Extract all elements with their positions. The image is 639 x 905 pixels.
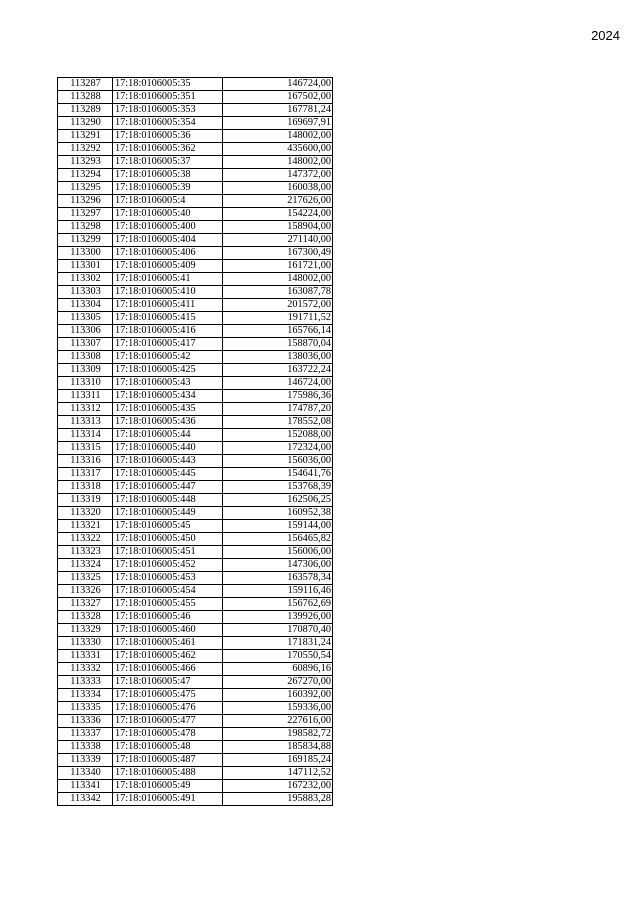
cadastral-number-cell: 17:18:0106005:41: [113, 273, 223, 286]
row-number-cell: 113342: [58, 793, 113, 806]
table-row: [58, 234, 333, 247]
table-row: [58, 663, 333, 676]
table-row: [58, 325, 333, 338]
cadastral-number-cell: 17:18:0106005:406: [113, 247, 223, 260]
value-cell: 146724,00: [223, 377, 333, 390]
value-cell: 160952,38: [223, 507, 333, 520]
cadastral-number-cell: 17:18:0106005:476: [113, 702, 223, 715]
value-cell: 148002,00: [223, 273, 333, 286]
table-row: [58, 416, 333, 429]
cadastral-number-cell: 17:18:0106005:434: [113, 390, 223, 403]
value-cell: 170550,54: [223, 650, 333, 663]
value-cell: 156762,69: [223, 598, 333, 611]
cadastral-number-cell: 17:18:0106005:454: [113, 585, 223, 598]
cadastral-number-cell: 17:18:0106005:477: [113, 715, 223, 728]
row-number-cell: 113291: [58, 130, 113, 143]
value-cell: 201572,00: [223, 299, 333, 312]
cadastral-number-cell: 17:18:0106005:440: [113, 442, 223, 455]
cadastral-number-cell: 17:18:0106005:411: [113, 299, 223, 312]
table-row: [58, 780, 333, 793]
cadastral-number-cell: 17:18:0106005:475: [113, 689, 223, 702]
cadastral-number-cell: 17:18:0106005:447: [113, 481, 223, 494]
table-row: [58, 91, 333, 104]
table-row: [58, 533, 333, 546]
table-row: [58, 143, 333, 156]
cadastral-number-cell: 17:18:0106005:453: [113, 572, 223, 585]
value-cell: 158870,04: [223, 338, 333, 351]
value-cell: 163087,78: [223, 286, 333, 299]
cadastral-number-cell: 17:18:0106005:478: [113, 728, 223, 741]
cadastral-number-cell: 17:18:0106005:39: [113, 182, 223, 195]
row-number-cell: 113327: [58, 598, 113, 611]
cadastral-value-table: [57, 77, 333, 806]
cadastral-number-cell: 17:18:0106005:44: [113, 429, 223, 442]
cadastral-number-cell: 17:18:0106005:43: [113, 377, 223, 390]
value-cell: 156006,00: [223, 546, 333, 559]
value-cell: 162506,25: [223, 494, 333, 507]
table-row: [58, 78, 333, 91]
cadastral-number-cell: 17:18:0106005:487: [113, 754, 223, 767]
table-row: [58, 260, 333, 273]
value-cell: 198582,72: [223, 728, 333, 741]
table-row: [58, 377, 333, 390]
value-cell: 152088,00: [223, 429, 333, 442]
value-cell: 147306,00: [223, 559, 333, 572]
row-number-cell: 113298: [58, 221, 113, 234]
value-cell: 167232,00: [223, 780, 333, 793]
cadastral-number-cell: 17:18:0106005:491: [113, 793, 223, 806]
cadastral-number-cell: 17:18:0106005:49: [113, 780, 223, 793]
row-number-cell: 113335: [58, 702, 113, 715]
row-number-cell: 113321: [58, 520, 113, 533]
row-number-cell: 113337: [58, 728, 113, 741]
row-number-cell: 113288: [58, 91, 113, 104]
value-cell: 161721,00: [223, 260, 333, 273]
value-cell: 159116,46: [223, 585, 333, 598]
row-number-cell: 113313: [58, 416, 113, 429]
cadastral-number-cell: 17:18:0106005:353: [113, 104, 223, 117]
table-row: [58, 494, 333, 507]
value-cell: 153768,39: [223, 481, 333, 494]
table-row: [58, 767, 333, 780]
row-number-cell: 113319: [58, 494, 113, 507]
row-number-cell: 113320: [58, 507, 113, 520]
value-cell: 178552,08: [223, 416, 333, 429]
table-row: [58, 299, 333, 312]
cadastral-number-cell: 17:18:0106005:455: [113, 598, 223, 611]
cadastral-number-cell: 17:18:0106005:461: [113, 637, 223, 650]
cadastral-number-cell: 17:18:0106005:449: [113, 507, 223, 520]
row-number-cell: 113326: [58, 585, 113, 598]
cadastral-number-cell: 17:18:0106005:443: [113, 455, 223, 468]
cadastral-number-cell: 17:18:0106005:400: [113, 221, 223, 234]
row-number-cell: 113297: [58, 208, 113, 221]
table-row: [58, 182, 333, 195]
cadastral-number-cell: 17:18:0106005:410: [113, 286, 223, 299]
table-row: [58, 507, 333, 520]
cadastral-number-cell: 17:18:0106005:37: [113, 156, 223, 169]
cadastral-number-cell: 17:18:0106005:436: [113, 416, 223, 429]
table-row: [58, 403, 333, 416]
table-row: [58, 598, 333, 611]
value-cell: 158904,00: [223, 221, 333, 234]
table-row: [58, 702, 333, 715]
cadastral-number-cell: 17:18:0106005:36: [113, 130, 223, 143]
table-body: [58, 78, 333, 806]
value-cell: 159336,00: [223, 702, 333, 715]
row-number-cell: 113307: [58, 338, 113, 351]
row-number-cell: 113314: [58, 429, 113, 442]
row-number-cell: 113311: [58, 390, 113, 403]
row-number-cell: 113317: [58, 468, 113, 481]
cadastral-number-cell: 17:18:0106005:462: [113, 650, 223, 663]
table-row: [58, 559, 333, 572]
row-number-cell: 113289: [58, 104, 113, 117]
cadastral-number-cell: 17:18:0106005:48: [113, 741, 223, 754]
table-row: [58, 351, 333, 364]
value-cell: 163578,34: [223, 572, 333, 585]
value-cell: 271140,00: [223, 234, 333, 247]
cadastral-number-cell: 17:18:0106005:35: [113, 78, 223, 91]
table-row: [58, 455, 333, 468]
table-row: [58, 741, 333, 754]
table-row: [58, 104, 333, 117]
value-cell: 148002,00: [223, 156, 333, 169]
row-number-cell: 113300: [58, 247, 113, 260]
value-cell: 195883,28: [223, 793, 333, 806]
table-row: [58, 546, 333, 559]
table-row: [58, 312, 333, 325]
table-row: [58, 390, 333, 403]
row-number-cell: 113333: [58, 676, 113, 689]
row-number-cell: 113292: [58, 143, 113, 156]
table-row: [58, 650, 333, 663]
cadastral-number-cell: 17:18:0106005:435: [113, 403, 223, 416]
cadastral-number-cell: 17:18:0106005:351: [113, 91, 223, 104]
row-number-cell: 113334: [58, 689, 113, 702]
row-number-cell: 113308: [58, 351, 113, 364]
value-cell: 227616,00: [223, 715, 333, 728]
table-row: [58, 429, 333, 442]
row-number-cell: 113316: [58, 455, 113, 468]
table-row: [58, 611, 333, 624]
table-row: [58, 754, 333, 767]
value-cell: 170870,40: [223, 624, 333, 637]
table-row: [58, 338, 333, 351]
cadastral-number-cell: 17:18:0106005:4: [113, 195, 223, 208]
row-number-cell: 113299: [58, 234, 113, 247]
cadastral-number-cell: 17:18:0106005:425: [113, 364, 223, 377]
row-number-cell: 113341: [58, 780, 113, 793]
value-cell: 172324,00: [223, 442, 333, 455]
table-row: [58, 624, 333, 637]
row-number-cell: 113303: [58, 286, 113, 299]
table-row: [58, 676, 333, 689]
table-row: [58, 247, 333, 260]
row-number-cell: 113312: [58, 403, 113, 416]
value-cell: 171831,24: [223, 637, 333, 650]
cadastral-number-cell: 17:18:0106005:45: [113, 520, 223, 533]
table-row: [58, 715, 333, 728]
table-row: [58, 585, 333, 598]
row-number-cell: 113338: [58, 741, 113, 754]
value-cell: 156036,00: [223, 455, 333, 468]
table-row: [58, 793, 333, 806]
table-row: [58, 481, 333, 494]
table-row: [58, 689, 333, 702]
table-row: [58, 273, 333, 286]
cadastral-number-cell: 17:18:0106005:417: [113, 338, 223, 351]
table-row: [58, 468, 333, 481]
cadastral-number-cell: 17:18:0106005:460: [113, 624, 223, 637]
table-row: [58, 169, 333, 182]
table-row: [58, 156, 333, 169]
value-cell: 169697,91: [223, 117, 333, 130]
table-row: [58, 208, 333, 221]
value-cell: 169185,24: [223, 754, 333, 767]
value-cell: 217626,00: [223, 195, 333, 208]
cadastral-number-cell: 17:18:0106005:404: [113, 234, 223, 247]
table-row: [58, 442, 333, 455]
row-number-cell: 113325: [58, 572, 113, 585]
page-number: 2024: [591, 28, 620, 43]
cadastral-number-cell: 17:18:0106005:450: [113, 533, 223, 546]
row-number-cell: 113287: [58, 78, 113, 91]
cadastral-number-cell: 17:18:0106005:362: [113, 143, 223, 156]
value-cell: 146724,00: [223, 78, 333, 91]
cadastral-number-cell: 17:18:0106005:354: [113, 117, 223, 130]
value-cell: 60896,16: [223, 663, 333, 676]
row-number-cell: 113332: [58, 663, 113, 676]
row-number-cell: 113309: [58, 364, 113, 377]
cadastral-number-cell: 17:18:0106005:448: [113, 494, 223, 507]
value-cell: 147112,52: [223, 767, 333, 780]
cadastral-number-cell: 17:18:0106005:488: [113, 767, 223, 780]
value-cell: 160392,00: [223, 689, 333, 702]
row-number-cell: 113330: [58, 637, 113, 650]
row-number-cell: 113315: [58, 442, 113, 455]
value-cell: 165766,14: [223, 325, 333, 338]
value-cell: 139926,00: [223, 611, 333, 624]
value-cell: 154641,76: [223, 468, 333, 481]
cadastral-number-cell: 17:18:0106005:38: [113, 169, 223, 182]
value-cell: 167781,24: [223, 104, 333, 117]
value-cell: 191711,52: [223, 312, 333, 325]
value-cell: 138036,00: [223, 351, 333, 364]
value-cell: 174787,20: [223, 403, 333, 416]
row-number-cell: 113331: [58, 650, 113, 663]
cadastral-number-cell: 17:18:0106005:466: [113, 663, 223, 676]
value-cell: 156465,82: [223, 533, 333, 546]
value-cell: 435600,00: [223, 143, 333, 156]
value-cell: 167300,49: [223, 247, 333, 260]
row-number-cell: 113290: [58, 117, 113, 130]
value-cell: 160038,00: [223, 182, 333, 195]
value-cell: 185834,88: [223, 741, 333, 754]
cadastral-number-cell: 17:18:0106005:46: [113, 611, 223, 624]
table-row: [58, 130, 333, 143]
row-number-cell: 113324: [58, 559, 113, 572]
cadastral-number-cell: 17:18:0106005:416: [113, 325, 223, 338]
cadastral-number-cell: 17:18:0106005:452: [113, 559, 223, 572]
value-cell: 147372,00: [223, 169, 333, 182]
table-row: [58, 637, 333, 650]
value-cell: 148002,00: [223, 130, 333, 143]
table-row: [58, 117, 333, 130]
row-number-cell: 113310: [58, 377, 113, 390]
table-row: [58, 286, 333, 299]
cadastral-number-cell: 17:18:0106005:47: [113, 676, 223, 689]
cadastral-number-cell: 17:18:0106005:409: [113, 260, 223, 273]
row-number-cell: 113296: [58, 195, 113, 208]
cadastral-number-cell: 17:18:0106005:40: [113, 208, 223, 221]
row-number-cell: 113322: [58, 533, 113, 546]
value-cell: 154224,00: [223, 208, 333, 221]
cadastral-number-cell: 17:18:0106005:42: [113, 351, 223, 364]
cadastral-number-cell: 17:18:0106005:445: [113, 468, 223, 481]
table-row: [58, 572, 333, 585]
row-number-cell: 113294: [58, 169, 113, 182]
value-cell: 167502,00: [223, 91, 333, 104]
table-row: [58, 728, 333, 741]
value-cell: 175986,36: [223, 390, 333, 403]
row-number-cell: 113302: [58, 273, 113, 286]
row-number-cell: 113306: [58, 325, 113, 338]
table-row: [58, 520, 333, 533]
value-cell: 267270,00: [223, 676, 333, 689]
row-number-cell: 113318: [58, 481, 113, 494]
cadastral-number-cell: 17:18:0106005:451: [113, 546, 223, 559]
table-row: [58, 195, 333, 208]
table-row: [58, 364, 333, 377]
row-number-cell: 113305: [58, 312, 113, 325]
row-number-cell: 113328: [58, 611, 113, 624]
row-number-cell: 113304: [58, 299, 113, 312]
row-number-cell: 113329: [58, 624, 113, 637]
row-number-cell: 113295: [58, 182, 113, 195]
row-number-cell: 113301: [58, 260, 113, 273]
row-number-cell: 113336: [58, 715, 113, 728]
table-row: [58, 221, 333, 234]
row-number-cell: 113339: [58, 754, 113, 767]
row-number-cell: 113293: [58, 156, 113, 169]
value-cell: 163722,24: [223, 364, 333, 377]
value-cell: 159144,00: [223, 520, 333, 533]
row-number-cell: 113340: [58, 767, 113, 780]
cadastral-number-cell: 17:18:0106005:415: [113, 312, 223, 325]
row-number-cell: 113323: [58, 546, 113, 559]
